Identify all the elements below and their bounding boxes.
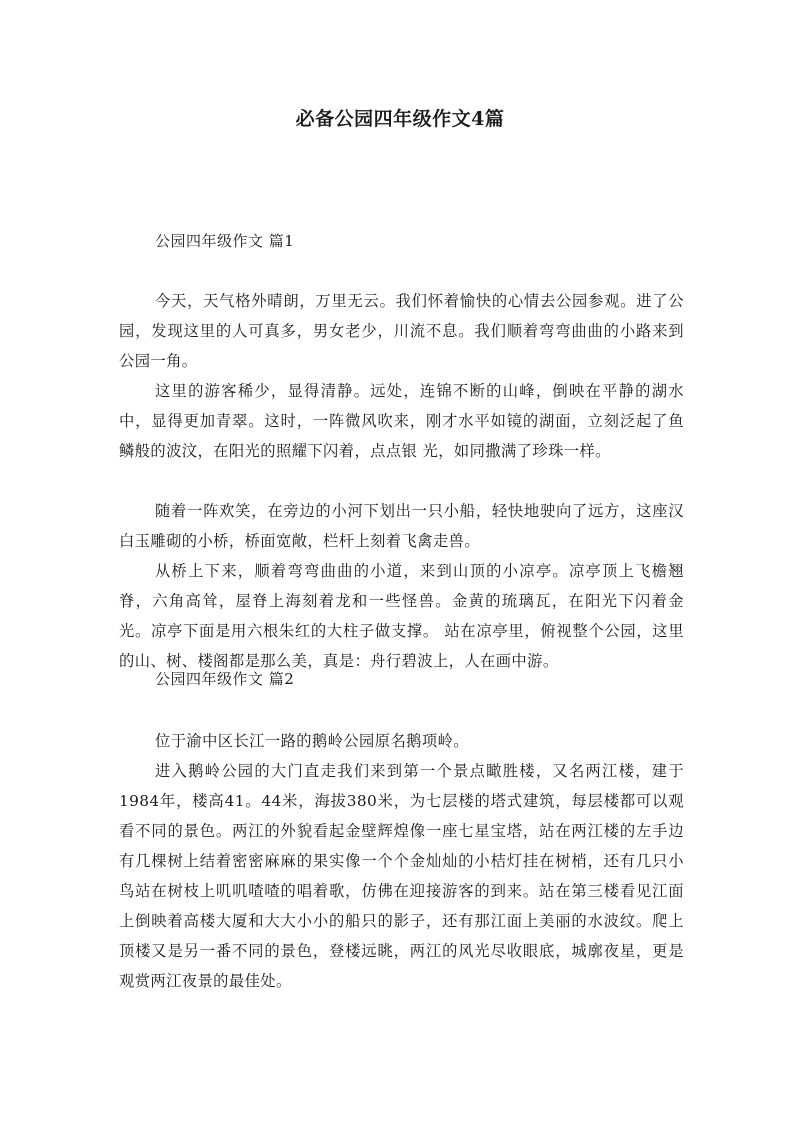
paragraph-1-1: 今天，天气格外晴朗，万里无云。我们怀着愉快的心情去公园参观。进了公园，发现这里的人可真多，男女老少，川流不息。我们顺着弯弯曲曲的小路来到公园一角。 xyxy=(119,292,684,370)
paragraph-1-4: 从桥上下来，顺着弯弯曲曲的小道，来到山顶的小凉亭。凉亭顶上飞檐翘脊，六角高耸，屋脊上海刻着龙和一些怪兽。金黄的琉璃瓦，在阳光下闪着金光。凉亭下面是用六根朱红的大柱子做支撑。 站在凉亭里，俯视整个公园，这里的山、树、楼阁都是那么美，真是：舟行碧波上，人在画中游。 xyxy=(119,562,684,670)
section-heading-1: 公园四年级作文 篇1 xyxy=(155,232,295,250)
paragraph-1-2: 这里的游客稀少，显得清静。远处，连锦不断的山峰，倒映在平静的湖水中，显得更加青翠。这时，一阵微风吹来，刚才水平如镜的湖面，立刻泛起了鱼鳞般的波汶，在阳光的照耀下闪着，点点银 光，如同撒满了珍珠一样。 xyxy=(119,382,684,460)
paragraph-2-1: 位于渝中区长江一路的鹅岭公园原名鹅项岭。 xyxy=(155,732,469,750)
section-heading-2: 公园四年级作文 篇2 xyxy=(155,670,295,688)
document-title: 必备公园四年级作文4篇 xyxy=(295,108,505,130)
paragraph-2-2: 进入鹅岭公园的大门直走我们来到第一个景点瞰胜楼，又名两江楼，建于1984年，楼高41。44米，海拔380米，为七层楼的塔式建筑，每层楼都可以观看不同的景色。两江的外貌看起金壁辉煌像一座七星宝塔，站在两江楼的左手边有几棵树上结着密密麻麻的果实像一个个金灿灿的小桔灯挂在树梢，还有几只小鸟站在树枝上叽叽喳喳的唱着歌，仿佛在迎接游客的到来。站在第三楼看见江面上倒映着高楼大厦和大大小小的船只的影子，还有那江面上美丽的水波纹。爬上顶楼又是另一番不同的景色，登楼远眺，两江的风光尽收眼底，城廓夜星，更是观赏两江夜景的最佳处。 xyxy=(119,762,684,990)
paragraph-1-3: 随着一阵欢笑，在旁边的小河下划出一只小船，轻快地驶向了远方，这座汉白玉雕砌的小桥，桥面宽敞，栏杆上刻着飞禽走兽。 xyxy=(119,502,684,550)
